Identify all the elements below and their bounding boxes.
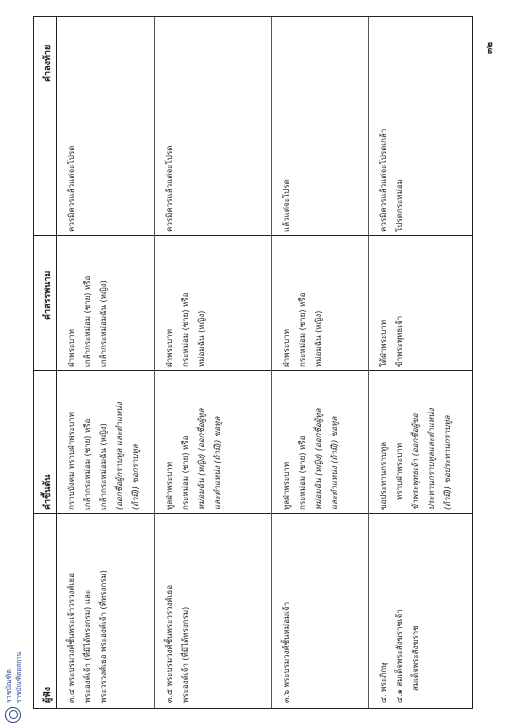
text-line: พระวรวงศ์เธอ พระองค์เจ้า (ที่ทรงกรม) [99,570,108,703]
page-number: ๓๒ [485,41,495,54]
table-row-1-closing [64,146,80,232]
table-row-3-listener [279,602,295,703]
table-row-4-pronoun [376,316,408,367]
header-opening: คำขึ้นต้น [43,474,53,510]
text-line: ๓.๔ พระบรมวงศ์ชั้นพระเจ้าวรวงศ์เธอ [67,573,76,703]
header-closing: คำลงท้าย [43,44,53,82]
text-line: ฝ่าพระบาท [165,329,174,367]
table-row-3-closing [279,179,295,232]
table-row-2-pronoun [162,293,210,367]
text-line: ควรมิควรแล้วแต่จะโปรดเกล้า [379,128,388,232]
table-row-1-opening [64,402,144,510]
institution-stamp [4,643,26,723]
text-line: พระองค์เจ้า (ที่มิได้ทรงกรม) [181,606,190,703]
header-listener: ผู้ฟัง [43,686,53,703]
text-line: ทราบฝ่าพระบาท [395,442,404,500]
header-divider [56,17,57,708]
text-line: เกล้ากระหม่อมฉัน (หญิง) [99,423,108,510]
header-pronoun: คำสรรพนาม [43,270,53,320]
text-line: (ออกชื่อผู้กราบทูล และตำแหน่ง [115,402,124,510]
text-line: พระองค์เจ้า (ที่มิได้ทรงกรม) และ [83,589,92,703]
stamp-line-1: ราชบัณฑิต [5,669,13,703]
text-line: เกล้ากระหม่อม (ชาย) หรือ [83,275,92,367]
text-line: กระหม่อม (ชาย) หรือ [181,435,190,510]
text-line: ฝ่าพระบาท [282,329,291,367]
table-row-4-listener [376,609,424,703]
text-line: ๓.๖ พระบรมวงศ์ชั้นหม่อมเจ้า [282,601,291,703]
table-row-4-closing [376,129,408,232]
text-line: ๔. พระภิกษุ [379,662,388,703]
text-line: กระหม่อม (ชาย) หรือ [298,292,307,367]
text-line: ประทานกราบทูลและตำแหน่ง [427,408,436,510]
column-divider [34,370,472,371]
text-line: ขอประทานกราบทูล [379,441,388,510]
table-row-2-closing [162,146,178,232]
text-line: ทูลฝ่าพระบาท [165,461,174,510]
text-line: และตำแหน่ง (ถ้ามี)) ขอทูล [330,416,339,510]
table-row-3-opening [279,408,343,510]
text-line: เกล้ากระหม่อมฉัน (หญิง) [99,280,108,367]
text-line: ข้าพระพุทธเจ้า [395,315,404,367]
table-row-1-pronoun [64,276,112,367]
text-line: ทูลฝ่าพระบาท [282,461,291,510]
table-row-1-listener [64,570,112,703]
table-row-4-opening [376,408,456,510]
text-line: กระหม่อม (ชาย) หรือ [298,435,307,510]
table-row-3-pronoun [279,293,327,367]
column-divider [34,235,472,236]
text-line: หม่อมฉัน (หญิง) [314,310,323,367]
text-line: โปรดกระหม่อม [395,179,404,232]
text-line: กราบบังคม ทราบฝ่าพระบาท [67,412,76,510]
text-line: ข้าพระพุทธเจ้า (ออกชื่อผู้ขอ [411,413,420,510]
text-line: หม่อมฉัน (หญิง) (ออกชื่อผู้ทูล [197,408,206,510]
text-line: ฝ่าพระบาท [67,329,76,367]
column-divider [34,513,472,514]
protocol-table [33,16,473,709]
text-line: (ถ้ามี)) ขอประทานกราบทูล [443,415,452,510]
stamp-line-2: ราชบัณฑิตยสถาน [15,651,23,703]
row-divider [154,17,155,708]
text-line: ควรมิควรแล้วแต่จะโปรด [67,145,76,232]
table-row-2-listener [162,585,194,703]
text-line: (ถ้ามี)) ขอกราบทูล [131,444,140,510]
text-line: หม่อมฉัน (หญิง) [197,310,206,367]
row-divider [368,17,369,708]
text-line: ควรมิควรแล้วแต่จะโปรด [165,145,174,232]
text-line: หม่อมฉัน (หญิง) (ออกชื่อผู้ทูล [314,408,323,510]
table-row-2-opening [162,408,226,510]
seal-emblem [5,707,21,723]
text-line: เกล้ากระหม่อม (ชาย) หรือ [83,418,92,510]
text-line: ใต้ฝ่าพระบาท [379,320,388,367]
row-divider [271,17,272,708]
text-line: ๓.๕ พระบรมวงศ์ชั้นพระวรวงศ์เธอ [165,584,174,703]
text-line: แล้วแต่จะโปรด [282,179,291,232]
text-line: ๔.๑ สมเด็จพระสังฆราชเจ้า [395,609,404,703]
text-line: และตำแหน่ง (ถ้ามี)) ขอทูล [213,416,222,510]
text-line: กระหม่อม (ชาย) หรือ [181,292,190,367]
text-line: สมเด็จพระสังฆราช [411,625,420,691]
